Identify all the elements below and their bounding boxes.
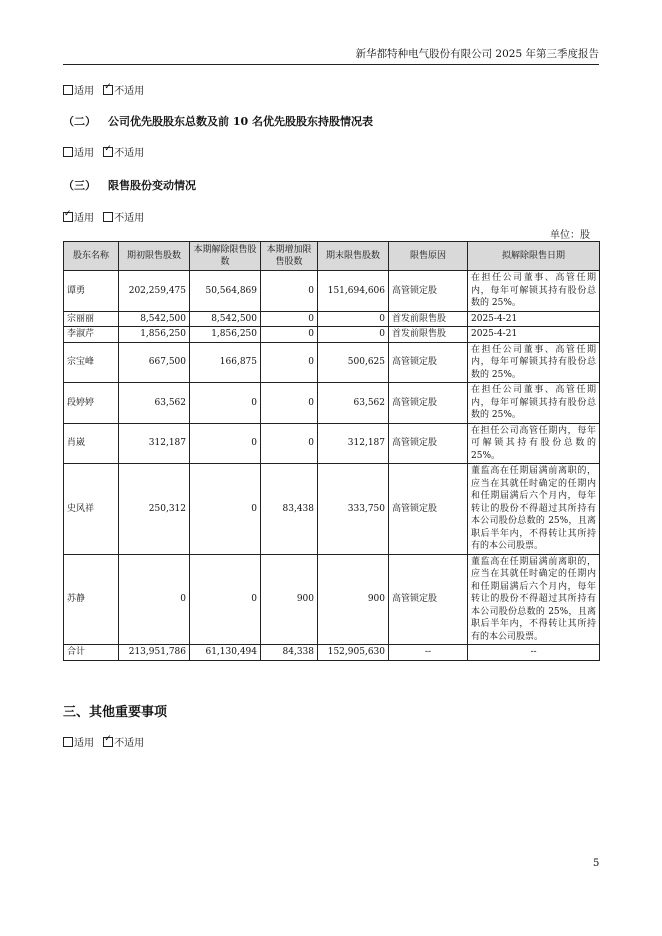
table-cell: 0	[261, 271, 318, 312]
table-cell: 在担任公司董事、高管任期内，每年可解锁其持有股份总数的 25%。	[468, 383, 600, 424]
table-cell: 1,856,250	[190, 327, 261, 343]
table-row	[64, 311, 600, 327]
table-cell: 50,564,869	[190, 271, 261, 312]
applicability-2	[63, 144, 144, 159]
section-number: （二）	[63, 115, 96, 128]
table-row	[64, 271, 600, 312]
table-row	[64, 327, 600, 343]
table-cell: 董监高在任期届满前离职的，应当在其就任时确定的任期内和任期届满后六个月内，每年转让的股份不得超过其所持有本公司股份总数的 25%，且离职后半年内，不得转让其所持有的本公司股票。	[468, 464, 600, 555]
table-cell: 0	[190, 554, 261, 645]
table-cell: 高管锁定股	[389, 464, 468, 555]
table-cell: 83,438	[261, 464, 318, 555]
table-cell: 首发前限售股	[389, 327, 468, 343]
column-header: 期初限售股数	[119, 242, 190, 271]
section-heading-other-matters: 三、其他重要事项	[63, 705, 168, 720]
checkbox-unchecked[interactable]	[63, 147, 73, 157]
table-cell: 在担任公司董事、高管任期内，每年可解锁其持有股份总数的 25%。	[468, 271, 600, 312]
table-cell: 0	[318, 311, 389, 327]
section-heading-restricted-shares	[63, 177, 196, 193]
section-title: 公司优先股股东总数及前 10 名优先股股东持股情况表	[108, 115, 373, 128]
column-header: 限售原因	[389, 242, 468, 271]
table-cell: 0	[190, 423, 261, 464]
table-cell: 合计	[64, 645, 119, 661]
table-row	[64, 383, 600, 424]
unit-label: 单位：股	[550, 230, 590, 241]
column-header: 拟解除限售日期	[468, 242, 600, 271]
table-cell: 1,856,250	[119, 327, 190, 343]
option-label: 不适用	[114, 148, 145, 159]
table-total-row	[64, 645, 600, 661]
table-row	[64, 342, 600, 383]
table-cell: 苏静	[64, 554, 119, 645]
table-cell: 166,875	[190, 342, 261, 383]
table-cell: 肖崴	[64, 423, 119, 464]
table-cell: 202,259,475	[119, 271, 190, 312]
option-label: 适用	[74, 148, 94, 159]
table-cell: 250,312	[119, 464, 190, 555]
table-cell: 高管锁定股	[389, 423, 468, 464]
page-number: 5	[593, 858, 600, 869]
table-cell: 0	[261, 383, 318, 424]
table-cell: 152,905,630	[318, 645, 389, 661]
table-cell: 0	[318, 327, 389, 343]
table-cell: 宗丽丽	[64, 311, 119, 327]
table-cell: 董监高在任期届满前离职的，应当在其就任时确定的任期内和任期届满后六个月内，每年转让的股份不得超过其所持有本公司股份总数的 25%，且离职后半年内，不得转让其所持有的本公司股票。	[468, 554, 600, 645]
table-cell: 0	[119, 554, 190, 645]
table-cell: --	[389, 645, 468, 661]
column-header: 股东名称	[64, 242, 119, 271]
table-cell: 段婷婷	[64, 383, 119, 424]
table-cell: 谭勇	[64, 271, 119, 312]
table-cell: 900	[261, 554, 318, 645]
table-cell: 2025-4-21	[468, 311, 600, 327]
checkbox-unchecked[interactable]	[63, 85, 73, 95]
table-cell: 宗宝峰	[64, 342, 119, 383]
table-cell: 213,951,786	[119, 645, 190, 661]
option-label: 适用	[74, 738, 94, 749]
table-cell: 高管锁定股	[389, 383, 468, 424]
table-header-row	[64, 242, 600, 271]
column-header: 期末限售股数	[318, 242, 389, 271]
table-cell: 0	[261, 327, 318, 343]
table-cell: 0	[190, 464, 261, 555]
option-label: 适用	[74, 86, 94, 97]
table-cell: 8,542,500	[190, 311, 261, 327]
restricted-shares-table	[63, 241, 600, 661]
table-cell: 84,338	[261, 645, 318, 661]
option-label: 不适用	[114, 213, 145, 224]
option-label: 不适用	[114, 86, 145, 97]
table-cell: 首发前限售股	[389, 311, 468, 327]
table-cell: 312,187	[119, 423, 190, 464]
applicability-3	[63, 209, 144, 224]
table-cell: 0	[261, 311, 318, 327]
table-cell: 史风祥	[64, 464, 119, 555]
checkbox-unchecked[interactable]	[63, 737, 73, 747]
option-label: 适用	[74, 213, 94, 224]
table-row	[64, 423, 600, 464]
table-cell: --	[468, 645, 600, 661]
table-cell: 312,187	[318, 423, 389, 464]
table-cell: 在担任公司高管任期内，每年可解锁其持有股份总数的 25%。	[468, 423, 600, 464]
checkbox-checked[interactable]	[103, 85, 113, 95]
table-cell: 0	[261, 423, 318, 464]
table-cell: 500,625	[318, 342, 389, 383]
table-cell: 667,500	[119, 342, 190, 383]
applicability-4	[63, 734, 144, 749]
table-cell: 61,130,494	[190, 645, 261, 661]
checkbox-checked[interactable]	[103, 737, 113, 747]
table-cell: 333,750	[318, 464, 389, 555]
table-cell: 0	[190, 383, 261, 424]
table-cell: 高管锁定股	[389, 342, 468, 383]
section-number: （三）	[63, 179, 96, 192]
table-cell: 8,542,500	[119, 311, 190, 327]
table-cell: 2025-4-21	[468, 327, 600, 343]
table-row	[64, 464, 600, 555]
table-cell: 63,562	[318, 383, 389, 424]
table-cell: 900	[318, 554, 389, 645]
applicability-1	[63, 82, 144, 97]
page-header	[63, 46, 599, 65]
table-cell: 151,694,606	[318, 271, 389, 312]
section-title: 限售股份变动情况	[108, 179, 196, 192]
option-label: 不适用	[114, 738, 145, 749]
table-cell: 高管锁定股	[389, 554, 468, 645]
section-heading-preferred-shares	[63, 113, 373, 129]
table-cell: 0	[261, 342, 318, 383]
table-cell: 63,562	[119, 383, 190, 424]
table-cell: 李淑芹	[64, 327, 119, 343]
column-header: 本期增加限售股数	[261, 242, 318, 271]
checkbox-checked[interactable]	[103, 147, 113, 157]
table-row	[64, 554, 600, 645]
checkbox-unchecked[interactable]	[103, 212, 113, 222]
table-cell: 高管锁定股	[389, 271, 468, 312]
report-title: 新华都特种电气股份有限公司 2025 年第三季度报告	[355, 48, 599, 60]
table-cell: 在担任公司董事、高管任期内，每年可解锁其持有股份总数的 25%。	[468, 342, 600, 383]
checkbox-checked[interactable]	[63, 212, 73, 222]
column-header: 本期解除限售股数	[190, 242, 261, 271]
